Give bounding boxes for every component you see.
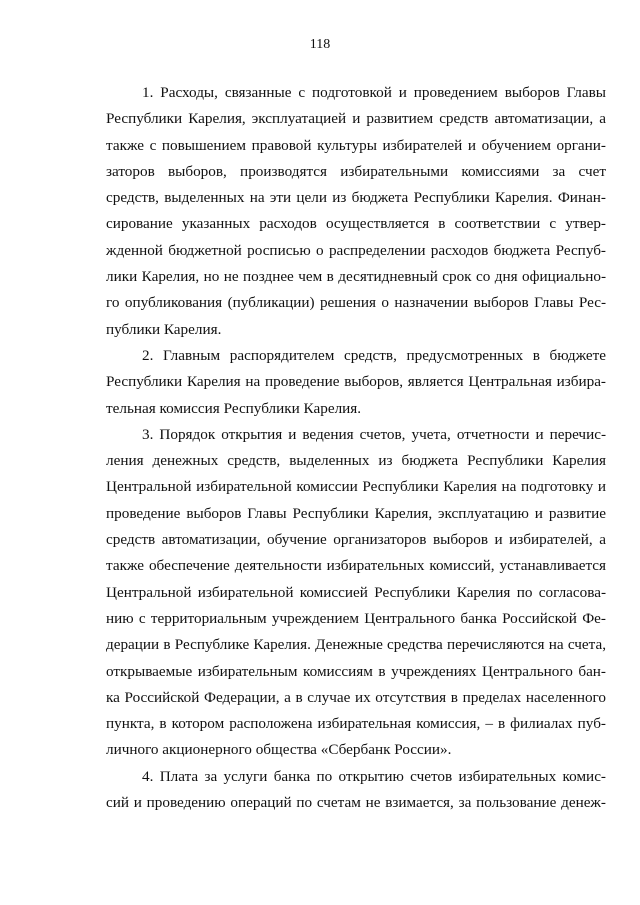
text-line: личного акционерного общества «Сбербанк России». [106, 741, 452, 759]
text-line: также с повышением правовой культуры избирателей и обучением органи- [106, 136, 606, 154]
text-line: 2. Главным распорядителем средств, предусмотренных в бюджете [142, 346, 606, 364]
text-line: средств, выделенных на эти цели из бюджета Республики Карелия. Финан- [106, 189, 606, 207]
text-line: жденной бюджетной росписью о распределении расходов бюджета Респуб- [106, 241, 606, 259]
text-line: лики Карелия, но не позднее чем в десятидневный срок со дня официально- [106, 268, 606, 286]
paragraph-3 [106, 422, 606, 764]
text-line: также обеспечение деятельности избирательных комиссий, устанавливается [106, 557, 606, 575]
text-line: Центральной избирательной комиссии Республики Карелия на подготовку и [106, 478, 606, 496]
text-line: нию с территориальным учреждением Центрального банка Российской Фе- [106, 609, 606, 627]
paragraph-4 [106, 764, 606, 817]
text-line: 3. Порядок открытия и ведения счетов, учета, отчетности и перечис- [142, 425, 606, 443]
text-line: заторов выборов, производятся избирательными комиссиями за счет [106, 162, 606, 180]
text-line: 4. Плата за услуги банка по открытию счетов избирательных комис- [142, 767, 606, 785]
text-line: дерации в Республике Карелия. Денежные средства перечисляются на счета, [106, 636, 606, 654]
text-line: Республики Карелия, эксплуатацией и развитием средств автоматизации, а [106, 110, 606, 128]
text-line: Республики Карелия на проведение выборов, является Центральная избира- [106, 373, 606, 391]
text-line: го опубликования (публикации) решения о назначении выборов Главы Рес- [106, 294, 606, 312]
text-line: ка Российской Федерации, а в случае их отсутствия в пределах населенного [106, 688, 606, 706]
text-line: тельная комиссия Республики Карелия. [106, 399, 362, 417]
document-body [106, 80, 606, 816]
page-number: 118 [309, 37, 331, 52]
text-line: Центральной избирательной комиссией Республики Карелия по согласова- [106, 583, 606, 601]
text-line: сий и проведению операций по счетам не взимается, за пользование денеж- [106, 794, 606, 812]
text-line: ления денежных средств, выделенных из бюджета Республики Карелия [106, 452, 606, 470]
text-line: 1. Расходы, связанные с подготовкой и проведением выборов Главы [142, 84, 606, 101]
text-line: открываемые избирательным комиссиям в учреждениях Центрального бан- [106, 662, 606, 680]
text-line: сирование указанных расходов осуществляется в соответствии с утвер- [106, 215, 606, 233]
text-line: публики Карелия. [106, 320, 222, 338]
paragraph-1 [106, 80, 606, 343]
paragraph-2 [106, 343, 606, 422]
text-line: пункта, в котором расположена избирательная комиссия, – в филиалах пуб- [106, 715, 606, 733]
text-line: проведение выборов Главы Республики Карелия, эксплуатацию и развитие [106, 504, 606, 522]
text-line: средств автоматизации, обучение организаторов выборов и избирателей, а [106, 531, 606, 549]
